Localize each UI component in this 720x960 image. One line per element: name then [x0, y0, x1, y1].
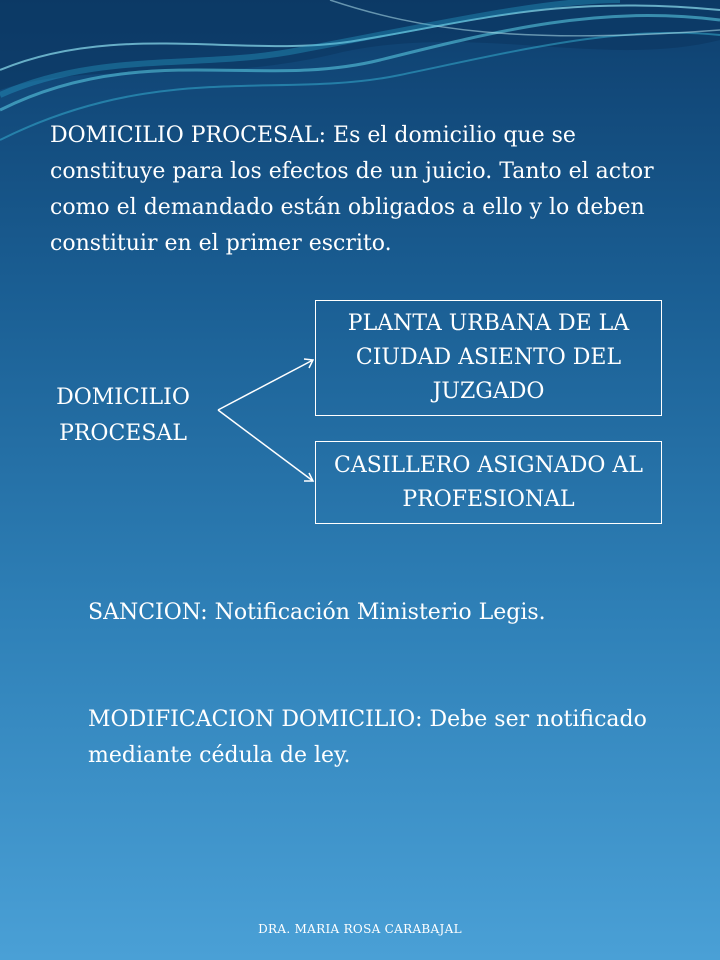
diagram-box-planta-urbana	[315, 300, 662, 416]
intro-label: DOMICILIO PROCESAL:	[50, 123, 327, 148]
intro-text: Es el domicilio que se constituye para los efectos de un juicio. Tanto el actor como el demandado están obligados a ello y lo deben constituir en el primer escrito.	[50, 123, 654, 256]
modificacion-label: MODIFICACION DOMICILIO:	[88, 707, 423, 732]
modificacion-text: Debe ser notificado mediante cédula de ley.	[88, 707, 647, 768]
sancion-paragraph	[88, 595, 558, 631]
box1-text: PLANTA URBANA DE LA CIUDAD ASIENTO DEL JUZGADO	[347, 311, 630, 404]
diagram-box-casillero	[315, 441, 662, 524]
footer-author: DRA. MARIA ROSA CARABAJAL	[258, 922, 462, 936]
modificacion-paragraph	[88, 702, 648, 774]
diagram-source-label	[28, 380, 218, 452]
sancion-text: Notificación Ministerio Legis.	[214, 600, 546, 625]
diagram-source-line2: PROCESAL	[59, 421, 187, 446]
intro-paragraph	[50, 118, 690, 262]
box2-text: CASILLERO ASIGNADO AL PROFESIONAL	[334, 452, 643, 512]
diagram-arrows	[210, 350, 330, 490]
diagram-source-line1: DOMICILIO	[56, 385, 190, 410]
sancion-label: SANCION:	[88, 600, 208, 625]
